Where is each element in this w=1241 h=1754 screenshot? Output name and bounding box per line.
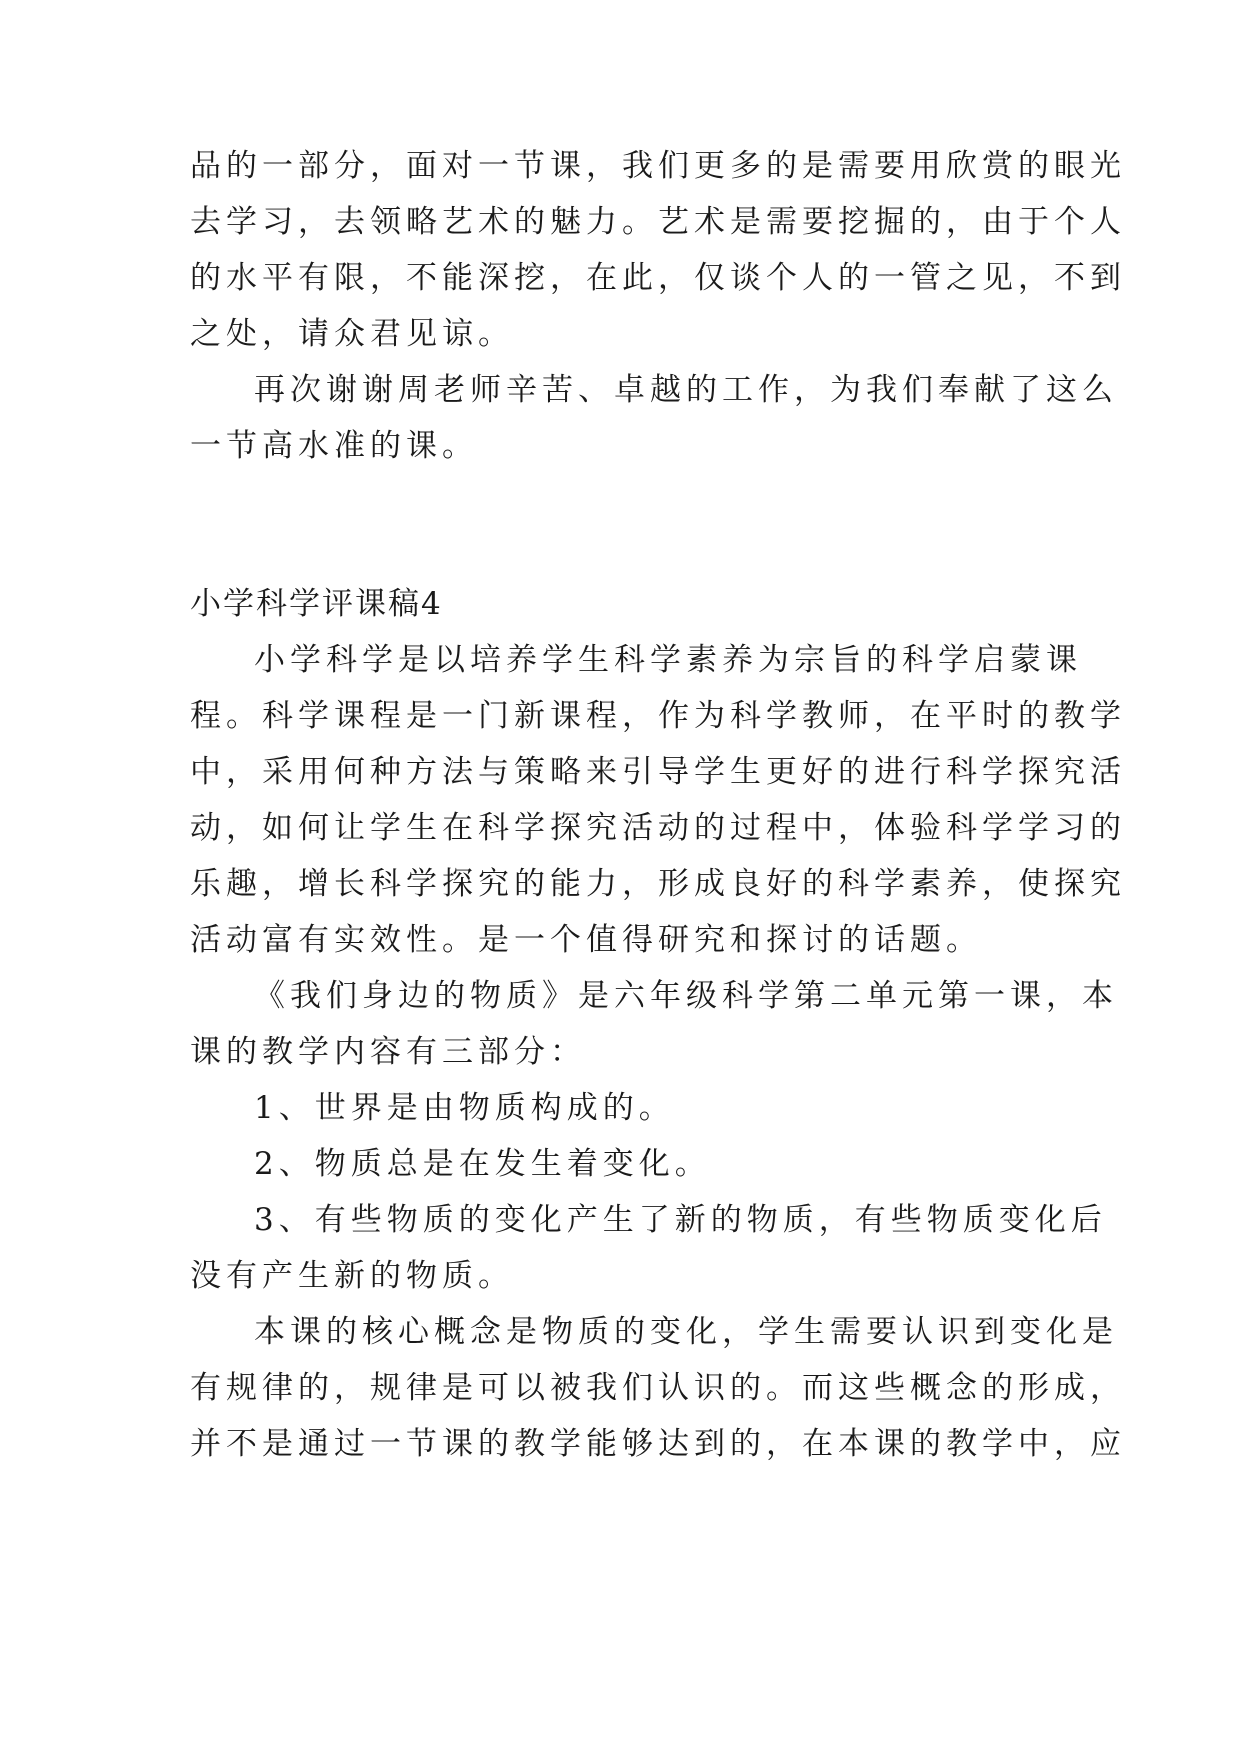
paragraph-line: 一节高水准的课。	[190, 428, 478, 464]
paragraph-line: 程。科学课程是一门新课程，作为科学教师，在平时的教学	[190, 698, 1126, 734]
paragraph-line: 之处，请众君见谅。	[190, 316, 514, 352]
paragraph-line: 小学科学是以培养学生科学素养为宗旨的科学启蒙课	[254, 642, 1082, 678]
paragraph-line: 品的一部分，面对一节课，我们更多的是需要用欣赏的眼光	[190, 148, 1126, 184]
paragraph-line: 再次谢谢周老师辛苦、卓越的工作，为我们奉献了这么	[254, 372, 1118, 408]
list-item-continuation: 没有产生新的物质。	[190, 1258, 514, 1294]
paragraph-line: 本课的核心概念是物质的变化，学生需要认识到变化是	[254, 1314, 1118, 1350]
paragraph-line: 《我们身边的物质》是六年级科学第二单元第一课，本	[254, 978, 1118, 1014]
paragraph-line: 有规律的，规律是可以被我们认识的。而这些概念的形成，	[190, 1370, 1126, 1406]
paragraph-line: 动，如何让学生在科学探究活动的过程中，体验科学学习的	[190, 810, 1126, 846]
paragraph-line: 中，采用何种方法与策略来引导学生更好的进行科学探究活	[190, 754, 1126, 790]
paragraph-line: 并不是通过一节课的教学能够达到的，在本课的教学中，应	[190, 1426, 1126, 1462]
list-item: 3、有些物质的变化产生了新的物质，有些物质变化后	[254, 1202, 1107, 1238]
paragraph-line: 活动富有实效性。是一个值得研究和探讨的话题。	[190, 922, 982, 958]
paragraph-line: 乐趣，增长科学探究的能力，形成良好的科学素养，使探究	[190, 866, 1126, 902]
paragraph-line: 课的教学内容有三部分：	[190, 1034, 586, 1070]
list-item: 1、世界是由物质构成的。	[254, 1090, 675, 1126]
list-item: 2、物质总是在发生着变化。	[254, 1146, 711, 1182]
section-title: 小学科学评课稿4	[190, 586, 443, 622]
paragraph-line: 的水平有限，不能深挖，在此，仅谈个人的一管之见，不到	[190, 260, 1126, 296]
paragraph-line: 去学习，去领略艺术的魅力。艺术是需要挖掘的，由于个人	[190, 204, 1126, 240]
